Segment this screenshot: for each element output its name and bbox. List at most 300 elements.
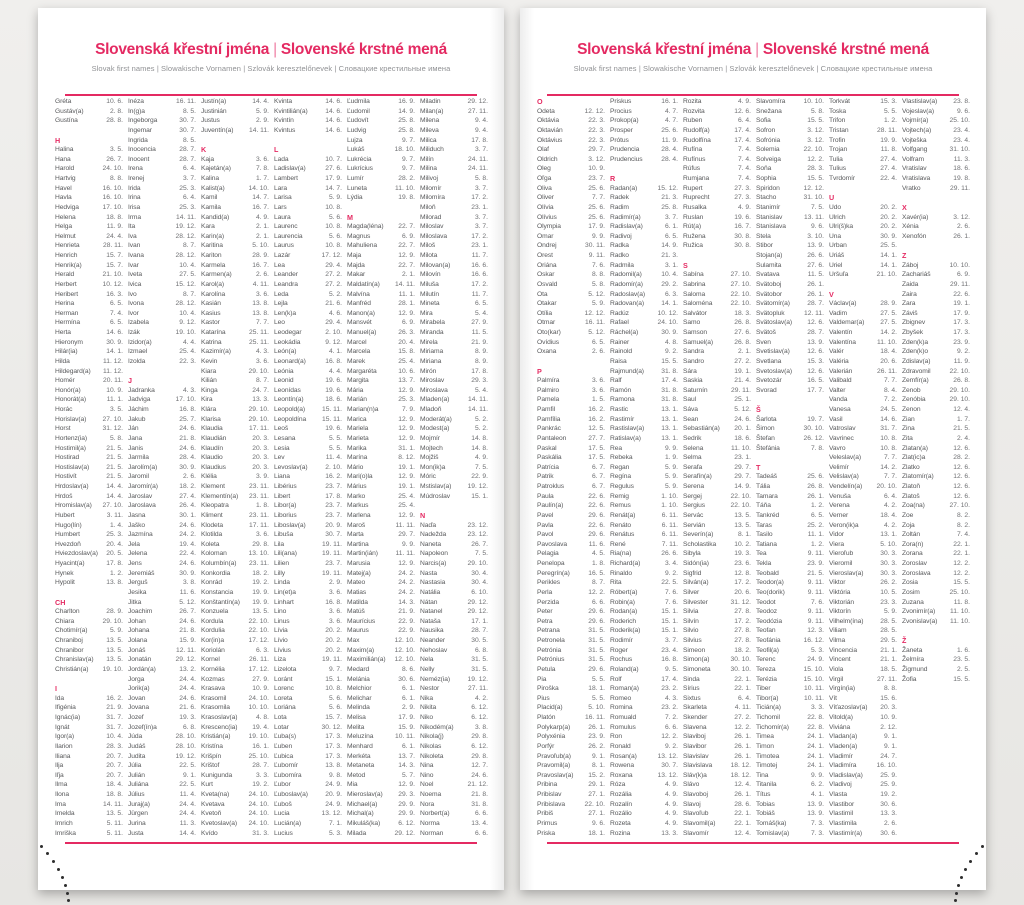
name-label: Klaudius xyxy=(201,463,226,471)
name-entry xyxy=(201,559,270,569)
nameday-date: 14. 9. xyxy=(398,107,415,115)
name-entry xyxy=(610,790,679,800)
name-label: Lili(ana) xyxy=(274,550,297,558)
nameday-date: 30. 3. xyxy=(880,550,897,558)
name-entry xyxy=(683,742,752,752)
nameday-date: 2. 1. xyxy=(255,232,269,240)
name-entry xyxy=(128,299,197,309)
nameday-date: 26. 7. xyxy=(471,540,488,548)
nameday-date: 21. 10. xyxy=(876,271,897,279)
name-entry xyxy=(55,251,124,261)
name-label: Ľuben xyxy=(274,742,293,750)
nameday-date: 23. 7. xyxy=(325,560,342,567)
nameday-date: 22. 8. xyxy=(807,723,824,731)
blank-row xyxy=(610,164,679,174)
name-label: Hieronym xyxy=(55,338,83,346)
name-label: Kazimír(a) xyxy=(201,348,231,356)
nameday-date: 29. 8. xyxy=(252,540,269,548)
name-label: Jesika xyxy=(128,588,147,596)
name-label: Kevin xyxy=(201,357,218,365)
nameday-date: 13. 3. xyxy=(661,829,678,837)
name-entry xyxy=(420,752,489,762)
name-label: Miriama xyxy=(420,348,444,356)
name-label: Šimon xyxy=(756,425,775,433)
name-entry xyxy=(274,261,343,271)
name-label: Izidor(a) xyxy=(128,338,152,346)
name-entry xyxy=(902,270,971,280)
nameday-date: 18. 4. xyxy=(880,511,897,519)
name-entry xyxy=(756,299,825,309)
name-label: Liboslav(a) xyxy=(274,521,306,529)
nameday-date: 12. 6. xyxy=(953,483,970,490)
name-label: Ivica xyxy=(128,280,142,288)
name-entry xyxy=(829,511,898,521)
nameday-date: 14. 6. xyxy=(325,117,342,125)
name-entry xyxy=(610,453,679,463)
nameday-date: 24. 6. xyxy=(471,771,488,779)
nameday-date: 29. 10. xyxy=(949,396,970,404)
nameday-date: 17. 2. xyxy=(734,579,751,587)
name-label: Saloma xyxy=(683,290,706,298)
nameday-date: 15. 5. xyxy=(807,175,824,182)
name-label: Jáchim xyxy=(128,406,149,413)
nameday-date: 25. 6. xyxy=(588,203,605,211)
nameday-date: 14. 7. xyxy=(252,194,269,202)
nameday-date: 12. 2. xyxy=(953,569,970,577)
nameday-date: 6. 1. xyxy=(401,694,415,702)
name-entry xyxy=(902,164,971,174)
name-label: Milovan(a) xyxy=(420,261,451,269)
name-entry xyxy=(683,607,752,617)
name-entry xyxy=(683,193,752,203)
name-label: Lota xyxy=(274,714,287,721)
name-entry xyxy=(756,655,825,665)
name-entry xyxy=(683,164,752,174)
name-entry xyxy=(55,116,124,126)
name-label: Olaf xyxy=(537,146,549,154)
nameday-date: 2. 1. xyxy=(737,348,751,356)
name-label: Pribiš xyxy=(537,810,554,818)
nameday-date: 24. 10. xyxy=(657,319,678,327)
name-entry xyxy=(347,338,416,348)
name-label: Zoe xyxy=(902,511,914,519)
nameday-date: 31. 3. xyxy=(252,829,269,837)
nameday-date: 24. 2. xyxy=(398,588,415,596)
nameday-date: 21. 8. xyxy=(179,627,196,635)
nameday-date: 16. 6. xyxy=(471,271,488,279)
nameday-date: 4. 9. xyxy=(737,98,751,105)
nameday-date: 5. 6. xyxy=(328,694,342,702)
name-label: Ulri(š)ka xyxy=(829,223,853,231)
nameday-date: 4. 9. xyxy=(664,810,678,818)
nameday-date: 9. 9. xyxy=(591,232,605,240)
name-entry xyxy=(420,800,489,810)
nameday-date: 29. 10. xyxy=(949,386,970,394)
nameday-date: 9. 8. xyxy=(328,771,342,779)
name-entry xyxy=(829,453,898,463)
nameday-date: 12. 9. xyxy=(398,434,415,442)
name-entry xyxy=(537,530,606,540)
name-label: Kira xyxy=(201,396,213,404)
nameday-date: 15. 1. xyxy=(661,627,678,635)
nameday-date: 14. 2. xyxy=(880,329,897,336)
name-entry xyxy=(55,434,124,444)
name-entry xyxy=(683,155,752,165)
nameday-date: 2. 6. xyxy=(591,348,605,356)
name-label: Patroklus xyxy=(537,483,564,490)
nameday-date: 14. 9. xyxy=(661,242,678,250)
name-entry xyxy=(829,501,898,511)
name-entry xyxy=(683,598,752,608)
nameday-date: 29. 8. xyxy=(471,733,488,741)
nameday-date: 7. 7. xyxy=(883,473,897,481)
name-entry xyxy=(55,790,124,800)
name-entry xyxy=(55,318,124,328)
name-entry xyxy=(829,598,898,608)
nameday-date: 22. 3. xyxy=(588,126,605,134)
name-label: Stacho xyxy=(756,194,777,202)
name-entry xyxy=(902,617,971,627)
name-label: Klodeta xyxy=(201,521,223,529)
name-label: Kalist(a) xyxy=(201,184,225,192)
name-entry xyxy=(420,819,489,829)
nameday-date: 30. 10. xyxy=(730,665,751,673)
nameday-date: 13. 5. xyxy=(106,637,123,644)
name-label: Niko xyxy=(420,714,433,721)
name-label: Osvald xyxy=(537,280,558,288)
name-label: Slavoľub xyxy=(683,810,709,818)
name-entry xyxy=(420,809,489,819)
nameday-date: 13. 4. xyxy=(471,819,488,827)
name-entry xyxy=(128,742,197,752)
blank-row xyxy=(902,626,971,636)
nameday-date: 25. 5. xyxy=(880,242,897,250)
name-entry xyxy=(274,549,343,559)
name-entry xyxy=(610,309,679,319)
name-entry xyxy=(537,588,606,598)
name-label: Noel xyxy=(420,781,434,789)
name-label: Justa xyxy=(128,829,144,837)
name-label: Táňa xyxy=(756,502,771,510)
name-entry xyxy=(55,107,124,117)
blank-row xyxy=(756,395,825,405)
name-entry xyxy=(683,309,752,319)
name-entry xyxy=(537,819,606,829)
nameday-date: 11. 5. xyxy=(471,329,488,336)
name-entry xyxy=(829,694,898,704)
name-label: Xenofón xyxy=(902,232,927,240)
name-entry xyxy=(902,521,971,531)
nameday-date: 14. 6. xyxy=(325,98,342,105)
name-label: Iliana xyxy=(55,752,71,760)
nameday-date: 29. 10. xyxy=(467,560,488,567)
name-label: Serafín(a) xyxy=(683,473,712,481)
name-entry xyxy=(420,790,489,800)
name-label: Záboj xyxy=(902,261,919,269)
nameday-date: 3. 6. xyxy=(328,608,342,616)
nameday-date: 20. 2. xyxy=(325,646,342,654)
nameday-date: 15. 11. xyxy=(322,415,342,423)
name-label: Otília xyxy=(537,309,553,317)
name-entry xyxy=(537,318,606,328)
nameday-date: 12. 9. xyxy=(398,252,415,259)
name-entry xyxy=(128,578,197,588)
nameday-date: 7. 5. xyxy=(810,203,824,211)
name-label: Kvintus xyxy=(274,126,296,134)
name-entry xyxy=(347,761,416,771)
name-label: Miliduch xyxy=(420,146,444,154)
name-label: Lara xyxy=(274,184,287,192)
name-entry xyxy=(756,761,825,771)
name-label: Laurencia xyxy=(274,232,303,240)
nameday-date: 26. 8. xyxy=(734,338,751,346)
name-label: Herina xyxy=(55,300,75,308)
name-label: Selena xyxy=(683,444,704,452)
nameday-date: 30. 6. xyxy=(880,829,897,837)
nameday-date: 31. 12. xyxy=(102,425,123,433)
nameday-date: 10. 8. xyxy=(325,242,342,250)
name-label: Imrich xyxy=(55,819,73,827)
name-label: Marusia xyxy=(347,560,371,567)
name-label: Natália xyxy=(420,588,441,596)
nameday-date: 4. 9. xyxy=(474,454,488,462)
nameday-date: 5. 5. xyxy=(591,694,605,702)
name-entry xyxy=(128,809,197,819)
nameday-date: 16. 6. xyxy=(471,261,488,269)
nameday-date: 5. 3. xyxy=(328,829,342,837)
nameday-date: 22. 10. xyxy=(730,300,751,308)
name-entry xyxy=(683,501,752,511)
name-label: Teofánia xyxy=(756,637,781,644)
name-entry xyxy=(829,569,898,579)
name-label: Stanislava xyxy=(756,223,786,231)
name-label: Kasius xyxy=(201,309,221,317)
name-label: Mieroslav(a) xyxy=(347,791,383,798)
name-entry xyxy=(683,559,752,569)
name-entry xyxy=(683,829,752,839)
name-label: Ľuboslav(a) xyxy=(274,791,308,798)
nameday-date: 5. 4. xyxy=(474,386,488,394)
name-label: Jazmína xyxy=(128,531,153,539)
nameday-date: 2. 10. xyxy=(325,463,342,471)
nameday-date: 17. 9. xyxy=(398,714,415,721)
nameday-date: 6. 1. xyxy=(664,223,678,231)
name-label: Krasoslav(a) xyxy=(201,714,238,721)
nameday-date: 15. 5. xyxy=(661,357,678,365)
name-label: Prudencius xyxy=(610,155,643,163)
name-label: Stanimír xyxy=(756,203,781,211)
name-label: Rozeta xyxy=(610,819,631,827)
name-label: Milivoj xyxy=(420,175,438,182)
name-entry xyxy=(420,732,489,742)
nameday-date: 30. 10. xyxy=(730,656,751,664)
nameday-date: 14. 1. xyxy=(106,348,123,356)
name-entry xyxy=(274,780,343,790)
nameday-date: 13. 3. xyxy=(252,396,269,404)
name-label: Imelda xyxy=(55,810,75,818)
name-entry xyxy=(537,800,606,810)
name-entry xyxy=(756,309,825,319)
name-entry xyxy=(347,790,416,800)
nameday-date: 19. 3. xyxy=(179,714,196,721)
name-label: Leónia xyxy=(274,367,294,375)
name-label: Richard(a) xyxy=(610,560,641,567)
name-label: Juraj(a) xyxy=(128,800,150,808)
name-label: Klotilda xyxy=(201,531,223,539)
name-label: Sára xyxy=(683,367,697,375)
name-label: Jorga xyxy=(128,675,145,683)
name-label: Vladimír xyxy=(829,752,853,760)
blank-row xyxy=(902,241,971,251)
name-label: Vladimíra xyxy=(829,762,857,770)
name-label: Tobias xyxy=(756,800,775,808)
name-entry xyxy=(610,723,679,733)
nameday-date: 20. 9. xyxy=(325,521,342,529)
name-entry xyxy=(347,386,416,396)
name-label: Lorenc xyxy=(274,685,294,693)
name-entry xyxy=(274,511,343,521)
name-entry xyxy=(274,790,343,800)
name-entry xyxy=(683,97,752,107)
name-label: Jozef xyxy=(128,714,144,721)
name-label: Zenóbia xyxy=(902,396,926,404)
name-label: Oldrich xyxy=(537,155,558,163)
name-label: Titanila xyxy=(756,781,777,789)
name-label: Mojmír xyxy=(420,434,440,442)
nameday-date: 17. 12. xyxy=(248,637,269,644)
name-entry xyxy=(201,752,270,762)
name-entry xyxy=(128,386,197,396)
name-entry xyxy=(537,444,606,454)
name-entry xyxy=(829,607,898,617)
name-entry xyxy=(756,434,825,444)
nameday-date: 20. 3. xyxy=(880,704,897,712)
name-label: Hromislav(a) xyxy=(55,502,92,510)
name-label: Kor(in)a xyxy=(201,637,224,644)
name-entry xyxy=(756,636,825,646)
name-label: Karolína xyxy=(201,290,226,298)
nameday-date: 28. 7. xyxy=(252,762,269,770)
nameday-date: 12. 9. xyxy=(398,560,415,567)
name-entry xyxy=(829,819,898,829)
name-entry xyxy=(420,367,489,377)
name-entry xyxy=(683,395,752,405)
nameday-date: 4. 2. xyxy=(883,521,897,529)
nameday-date: 12. 9. xyxy=(398,415,415,423)
name-label: Svetislav(a) xyxy=(756,348,790,356)
name-entry xyxy=(55,174,124,184)
name-column xyxy=(55,97,124,850)
name-entry xyxy=(902,97,971,107)
name-entry xyxy=(55,761,124,771)
nameday-date: 17. 12. xyxy=(321,252,342,259)
name-entry xyxy=(902,338,971,348)
name-label: Ružena xyxy=(683,232,706,240)
nameday-date: 7. 2. xyxy=(883,396,897,404)
name-entry xyxy=(756,367,825,377)
section-letter: Ž xyxy=(902,636,907,645)
name-label: Veron(ik)a xyxy=(829,521,859,529)
right-page xyxy=(520,8,986,890)
nameday-date: 27. 8. xyxy=(734,627,751,635)
name-entry xyxy=(347,530,416,540)
nameday-date: 12. 12. xyxy=(584,107,605,115)
name-entry xyxy=(756,569,825,579)
name-label: Roman(a) xyxy=(610,685,639,693)
name-entry xyxy=(55,357,124,367)
nameday-date: 28. 11. xyxy=(103,242,123,250)
nameday-date: 22. 10. xyxy=(248,627,269,635)
name-entry xyxy=(420,559,489,569)
name-label: Oktávia xyxy=(537,117,559,125)
nameday-date: 19. 3. xyxy=(734,550,751,558)
name-entry xyxy=(128,107,197,117)
nameday-date: 8. 2. xyxy=(956,521,970,529)
name-label: Mileva xyxy=(420,126,439,134)
nameday-date: 25. 11. xyxy=(249,338,269,346)
name-label: Kvintilián(a) xyxy=(274,107,308,115)
nameday-date: 9. 9. xyxy=(664,444,678,452)
name-label: Meluzína xyxy=(347,733,374,741)
name-entry xyxy=(201,174,270,184)
name-label: Vilma xyxy=(829,637,846,644)
name-label: Raisa xyxy=(610,357,627,365)
nameday-date: 25. 6. xyxy=(588,184,605,192)
nameday-date: 30. 6. xyxy=(398,675,415,683)
name-entry xyxy=(201,530,270,540)
name-entry xyxy=(537,299,606,309)
nameday-date: 12. 2. xyxy=(953,560,970,567)
nameday-date: 5. 12. xyxy=(734,406,751,413)
name-label: Orest xyxy=(537,252,553,259)
name-label: Silvester xyxy=(683,598,708,606)
name-label: Svätoš xyxy=(756,329,776,336)
name-entry xyxy=(420,386,489,396)
nameday-date: 27. 4. xyxy=(880,155,897,163)
nameday-date: 14. 11. xyxy=(395,280,415,288)
name-label: Jaromír(a) xyxy=(128,483,158,490)
nameday-date: 7. 7. xyxy=(883,454,897,462)
nameday-date: 13. 8. xyxy=(252,309,269,317)
nameday-date: 19. 9. xyxy=(252,588,269,596)
name-entry xyxy=(756,386,825,396)
name-label: Hermína xyxy=(55,319,80,327)
nameday-date: 23. 2. xyxy=(661,685,678,693)
nameday-date: 5. 5. xyxy=(591,675,605,683)
nameday-date: 17. 8. xyxy=(471,367,488,375)
nameday-date: 29. 10. xyxy=(102,617,123,625)
name-label: Rolf xyxy=(610,675,622,683)
nameday-date: 26. 6. xyxy=(661,550,678,558)
nameday-date: 23. 9. xyxy=(807,560,824,567)
nameday-date: 19. 1. xyxy=(398,463,415,471)
name-entry xyxy=(201,97,270,107)
name-entry xyxy=(683,405,752,415)
name-label: Palmíra xyxy=(537,377,560,385)
nameday-date: 29. 7. xyxy=(588,146,605,154)
nameday-date: 22. 6. xyxy=(953,290,970,298)
name-label: Robin(a) xyxy=(610,598,635,606)
nameday-date: 27. 5. xyxy=(880,319,897,327)
name-entry xyxy=(128,280,197,290)
name-entry xyxy=(347,809,416,819)
name-label: Luneta xyxy=(347,184,367,192)
nameday-date: 20. 7. xyxy=(106,752,123,760)
nameday-date: 31. 8. xyxy=(471,800,488,808)
nameday-date: 12. 6. xyxy=(734,107,751,115)
name-entry xyxy=(683,771,752,781)
name-entry xyxy=(347,376,416,386)
